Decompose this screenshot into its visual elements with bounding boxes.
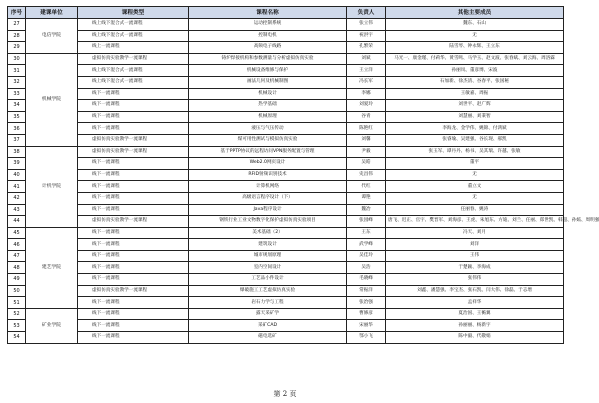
course-type: 线上线下混合式一流课程 [78,65,189,77]
table-row [8,332,564,344]
header-leader: 负责人 [347,7,386,19]
header-name: 课程名称 [189,7,347,19]
row-number: 52 [8,308,26,320]
unit-cell: 电信学院 [26,19,78,54]
header-row [8,7,564,19]
course-name: 铸炉焊接机构和参数测量与分析虚拟仿真实验 [189,53,347,65]
course-type: 线下一流课程 [78,111,189,123]
course-type: 线下一流课程 [78,239,189,251]
course-leader: 张园峰 [347,216,386,228]
row-number: 40 [8,169,26,181]
course-leader: 吴皓 [347,158,386,170]
course-leader: 张立伟 [347,19,386,31]
course-name: 岩石力学与工程 [189,297,347,309]
row-number: 32 [8,76,26,88]
course-members: 无 [386,192,564,204]
course-members: 董平 [386,158,564,170]
row-number: 37 [8,134,26,146]
table-row [8,308,564,320]
row-number: 46 [8,239,26,251]
course-type: 线下一流课程 [78,320,189,332]
course-leader: 代红 [347,181,386,193]
course-leader: 刘爱玲 [347,100,386,112]
course-leader: 冯长军 [347,76,386,88]
course-type: 线下一流课程 [78,227,189,239]
course-leader: 鄂小飞 [347,332,386,344]
course-table [7,6,599,344]
course-members: 孙丽丽、杨新宇 [386,320,564,332]
table-row [8,227,564,239]
course-name: 画法几何及机械制图 [189,76,347,88]
course-leader: 刘斌 [347,53,386,65]
course-type: 线下一流课程 [78,274,189,286]
row-number: 45 [8,227,26,239]
course-leader: 尹毅 [347,146,386,158]
course-members: 石加新、徐杰清、谷春平、张国秘 [386,76,564,88]
row-number: 34 [8,100,26,112]
row-number: 28 [8,30,26,42]
table-row [8,250,564,262]
course-members: 李海龙、金学伟、姚锦、付鸿斌 [386,123,564,135]
course-leader: 王东 [347,227,386,239]
row-number: 48 [8,262,26,274]
course-members: 王伟 [386,250,564,262]
course-type: 虚拟仿真实验教学一流课程 [78,216,189,228]
course-name: 机械设备维修与保护 [189,65,347,77]
table-row [8,134,564,146]
course-leader: 刘馨 [347,134,386,146]
course-name: 高频电子线路 [189,42,347,54]
course-name: 建筑设计 [189,239,347,251]
row-number: 54 [8,332,26,344]
table-row [8,274,564,286]
course-name: 室内空间设计 [189,262,347,274]
course-leader: 张治强 [347,297,386,309]
unit-cell: 矿业学院 [26,308,78,343]
table-row [8,146,564,158]
course-type: 线上线下混合式一流课程 [78,30,189,42]
course-type: 线下一流课程 [78,169,189,181]
course-members: 无 [386,169,564,181]
course-type: 线下一流课程 [78,100,189,112]
table-row [8,262,564,274]
course-name: 磁电选矿 [189,332,347,344]
table-row [8,169,564,181]
table-row [8,100,564,112]
course-name: 机械原理 [189,111,347,123]
row-number: 49 [8,274,26,286]
header-type: 课程类型 [78,7,189,19]
course-type: 虚拟仿真实验教学一流课程 [78,134,189,146]
table-row [8,216,564,228]
row-number: 30 [8,53,26,65]
course-leader: 谭艳 [347,192,386,204]
course-leader: 吴浩 [347,262,386,274]
course-leader: 史昌伟 [347,169,386,181]
course-leader: 王立洋 [347,65,386,77]
course-members: 任丽春、姚涛 [386,204,564,216]
course-type: 线下一流课程 [78,181,189,193]
row-number: 47 [8,250,26,262]
course-members: 刘鑫、潘慧强、李宝杰、张石凯、闫大伟、徐磊、于志增 [386,285,564,297]
table-row [8,320,564,332]
course-leader: 毛晓峰 [347,274,386,286]
unit-cell: 建艺学院 [26,227,78,308]
header-members: 其他主要成员 [386,7,564,19]
course-type: 线上线下混合式一流课程 [78,19,189,31]
course-type: 线下一流课程 [78,88,189,100]
course-members: 无 [386,30,564,42]
table-row [8,88,564,100]
row-number: 38 [8,146,26,158]
course-members: 刘慧丽、刘秉智 [386,111,564,123]
course-type: 线下一流课程 [78,262,189,274]
course-name: 采矿CAD [189,320,347,332]
course-members: 唐飞、迟正、官宇、樊晋军、刘海彦、王虎、朱旭东、方迪、刘兰、任丽、郑世凯、韩超、孙嫣、周明强 [386,216,564,228]
row-number: 35 [8,111,26,123]
course-name: 机械设计 [189,88,347,100]
table-row [8,158,564,170]
course-leader: 曹修彦 [347,308,386,320]
table-row [8,239,564,251]
unit-cell: 机械学院 [26,53,78,146]
table-row [8,76,564,88]
row-number: 53 [8,320,26,332]
course-leader: 孔繁荣 [347,42,386,54]
course-name: 运动控制系统 [189,19,347,31]
course-type: 线下一流课程 [78,297,189,309]
course-name: 露天采矿学 [189,308,347,320]
table-row [8,65,564,77]
course-type: 虚拟仿真实验教学一流课程 [78,146,189,158]
course-name: RFID射频识别技术 [189,169,347,181]
course-name: 基于PPTP协议的远程访问VPN服务配置与管理 [189,146,347,158]
course-members: 张睿瑜、吴建强、谷长现、郝凯 [386,134,564,146]
course-leader: 李娜 [347,88,386,100]
table-row [8,285,564,297]
course-leader: 陈艳红 [347,123,386,135]
course-name: 城市规划原理 [189,250,347,262]
course-type: 线下一流课程 [78,204,189,216]
course-table-sheet [7,6,599,344]
course-type: 线下一流课程 [78,250,189,262]
course-name: 工艺品小件设计 [189,274,347,286]
course-members: 魏东、石山 [386,19,564,31]
row-number: 29 [8,42,26,54]
course-members: 董立文 [386,181,564,193]
course-name: 高级语言程序设计（下） [189,192,347,204]
course-type: 虚拟仿真实验教学一流课程 [78,285,189,297]
course-type: 线下一流课程 [78,192,189,204]
course-name: Java程序设计 [189,204,347,216]
course-members: 陆雪琴、钟永辉、王立东 [386,42,564,54]
row-number: 50 [8,285,26,297]
table-row [8,30,564,42]
course-name: 控制电机 [189,30,347,42]
course-leader: 谷青 [347,111,386,123]
course-name: 液压与气压传动 [189,123,347,135]
table-row [8,192,564,204]
row-number: 42 [8,192,26,204]
course-name: 爆破施工工艺虚拟仿真实验 [189,285,347,297]
header-no: 序号 [8,7,26,19]
page-footer: 第 2 页 [273,390,297,398]
course-name: 热学基础 [189,100,347,112]
course-name: Web2.0网页设计 [189,158,347,170]
course-type: 虚拟仿真实验教学一流课程 [78,53,189,65]
course-leader: 常振洋 [347,285,386,297]
table-row [8,53,564,65]
course-type: 线上线下混合式一流课程 [78,76,189,88]
course-members: 孙丽岚、董彦博、宋波 [386,65,564,77]
course-leader: 魏冶 [347,204,386,216]
course-type: 线下一流课程 [78,332,189,344]
table-row [8,123,564,135]
row-number: 51 [8,297,26,309]
row-number: 39 [8,158,26,170]
course-leader: 武学峰 [347,239,386,251]
course-type: 线下一流课程 [78,123,189,135]
course-leader: 宋丽华 [347,320,386,332]
row-number: 31 [8,65,26,77]
course-members: 夏治国、王蘅翼 [386,308,564,320]
course-members: 刘洋 [386,239,564,251]
table-row [8,204,564,216]
table-row [8,19,564,31]
table-body [8,19,599,344]
course-members: 冯天、刘月 [386,227,564,239]
course-members: 张伟伟 [386,274,564,286]
unit-cell: 计机学院 [26,146,78,227]
course-type: 线下一流课程 [78,308,189,320]
course-name: 钢铁行业工业文物数字化保护虚拟仿真实验项目 [189,216,347,228]
course-type: 线上一流课程 [78,42,189,54]
row-number: 36 [8,123,26,135]
course-leader: 吴佳玲 [347,250,386,262]
course-leader: 祝洪宇 [347,30,386,42]
course-type: 线下一流课程 [78,158,189,170]
course-name: 美术基础（2） [189,227,347,239]
course-members: 于楚颖、李海成 [386,262,564,274]
row-number: 44 [8,216,26,228]
course-members: 刘世平、赵广辉 [386,100,564,112]
course-name: 煤可用性测试与模拟仿真实验 [189,134,347,146]
row-number: 27 [8,19,26,31]
course-members: 陈中毅、代敬娟 [386,332,564,344]
table-row [8,42,564,54]
course-members: 王敏嘉、周振 [386,88,564,100]
row-number: 33 [8,88,26,100]
row-number: 43 [8,204,26,216]
course-members: 马光一、康金瑾、付莉华、黄雪鸣、马学玉、赵文波、张春斌、刘云海、周洛霖 [386,53,564,65]
course-members: 张玉军、谭丹丹、杨书、吴其瑞、许越、张敏 [386,146,564,158]
header-unit: 建课单位 [26,7,78,19]
table-row [8,181,564,193]
course-members: 孟祥华 [386,297,564,309]
table-row [8,297,564,309]
row-number: 41 [8,181,26,193]
course-name: 计算机网络 [189,181,347,193]
table-row [8,111,564,123]
